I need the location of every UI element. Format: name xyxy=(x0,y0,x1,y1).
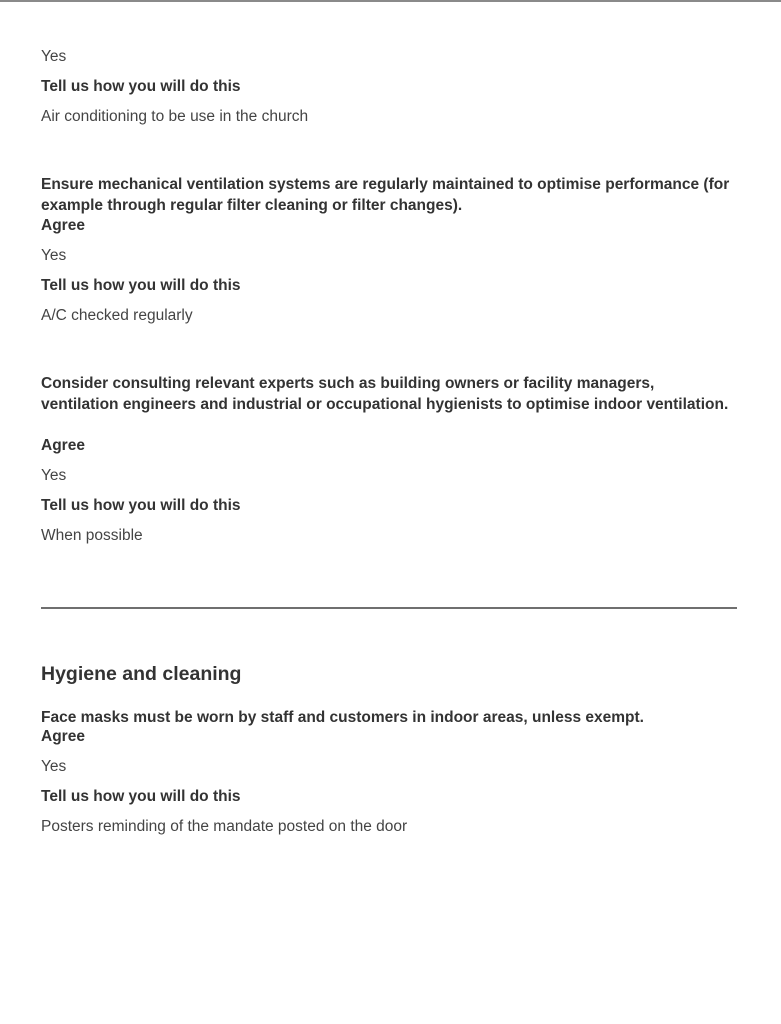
agree-label: Agree xyxy=(41,217,85,234)
section-title: Hygiene and cleaning xyxy=(41,663,242,685)
how-label: Tell us how you will do this xyxy=(41,277,241,294)
how-label: Tell us how you will do this xyxy=(41,788,241,805)
top-border xyxy=(0,0,781,2)
agree-value: Yes xyxy=(41,467,67,484)
how-value: A/C checked regularly xyxy=(41,307,193,324)
section-divider xyxy=(41,607,737,609)
how-value: When possible xyxy=(41,527,143,544)
how-value: Air conditioning to be use in the church xyxy=(41,108,309,125)
agree-value: Yes xyxy=(41,48,67,65)
how-value: Posters reminding of the mandate posted on the door xyxy=(41,818,408,835)
agree-value: Yes xyxy=(41,758,67,775)
agree-value: Yes xyxy=(41,247,67,264)
how-label: Tell us how you will do this xyxy=(41,78,241,95)
question-text: Consider consulting relevant experts such as building owners or facility managers, ventilation engineers and industrial or occupational hygienists to optimise indoor ventilation. xyxy=(41,375,729,413)
agree-label: Agree xyxy=(41,437,85,454)
question-text: Face masks must be worn by staff and customers in indoor areas, unless exempt. xyxy=(41,709,644,726)
question-text: Ensure mechanical ventilation systems are regularly maintained to optimise performance (for example through regular filter cleaning or filter changes). xyxy=(41,176,730,214)
agree-label: Agree xyxy=(41,728,85,745)
how-label: Tell us how you will do this xyxy=(41,497,241,514)
